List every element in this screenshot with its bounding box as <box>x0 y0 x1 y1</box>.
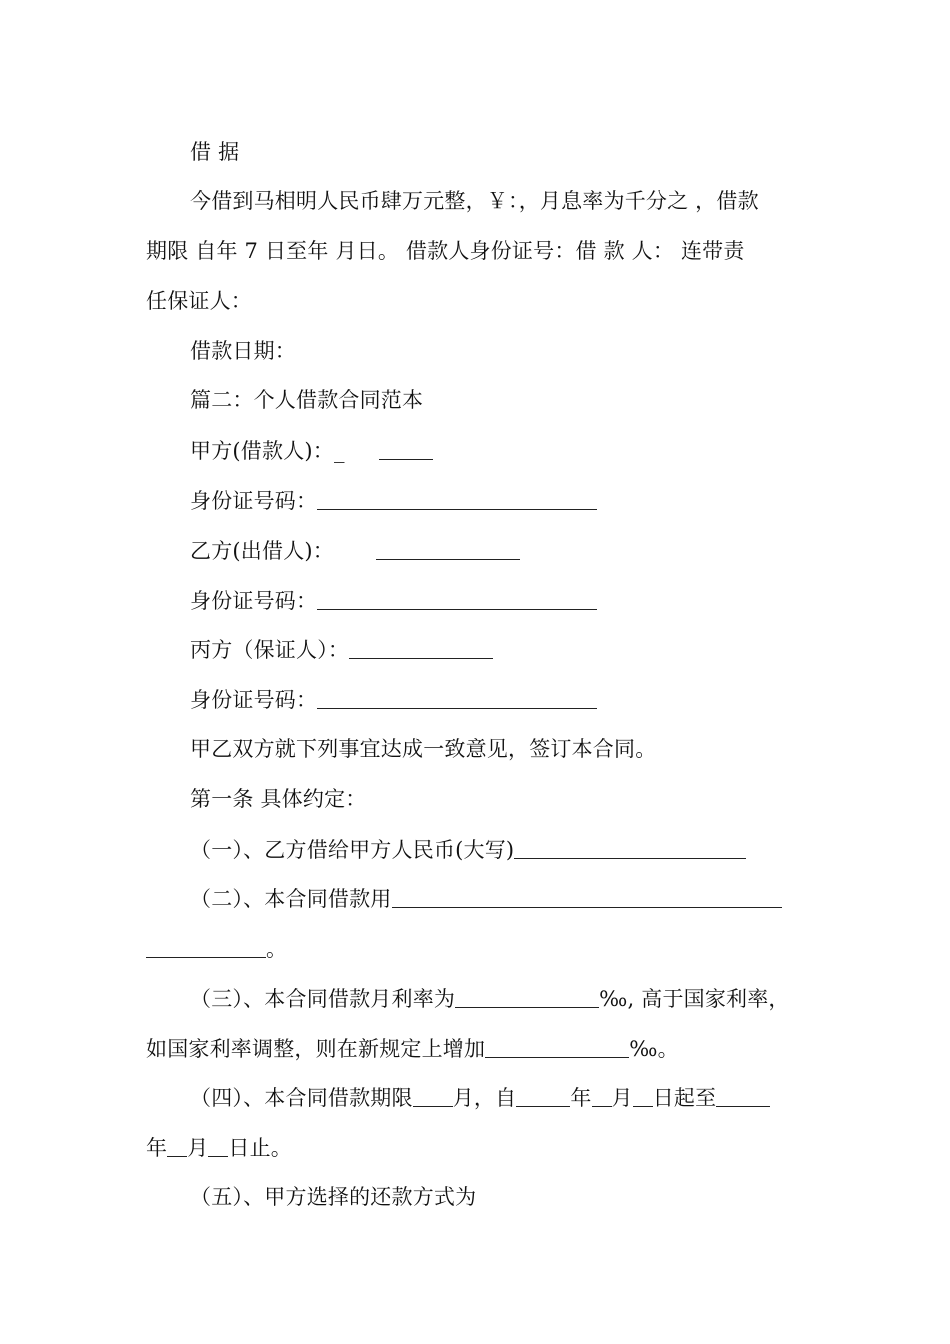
item-2-cont <box>146 933 287 964</box>
item-1-line <box>190 834 746 865</box>
party-a-blank <box>379 437 433 460</box>
party-b-line <box>190 535 520 566</box>
party-b-id-line <box>190 585 597 616</box>
item-4-end-month-blank <box>167 1134 187 1157</box>
item-4-months-blank <box>413 1084 453 1107</box>
item-3-label: （三）、本合同借款月利率为 <box>190 987 456 1011</box>
item-4-end: 日止。 <box>228 1136 293 1160</box>
item-2-blank-2 <box>146 935 266 958</box>
party-b-blank <box>376 537 520 560</box>
party-a-line <box>190 435 433 466</box>
item-4-end-month-word: 月 <box>187 1136 209 1160</box>
item-3-rate-blank <box>455 985 599 1008</box>
agreement-line: 甲乙双方就下列事宜达成一致意见，签订本合同。 <box>190 737 657 761</box>
item-4-end-day-blank <box>208 1134 228 1157</box>
item-4-cont <box>146 1132 292 1163</box>
party-a-id-blank <box>317 487 597 510</box>
party-b-label: 乙方(出借人)： <box>190 539 334 563</box>
party-b-id-blank <box>317 587 597 610</box>
item-4-month-word: 月，自 <box>452 1086 517 1110</box>
item-4-month-blank <box>592 1084 612 1107</box>
iou-line-3: 任保证人： <box>146 289 252 313</box>
id-label: 身份证号码： <box>190 688 318 712</box>
item-2-end: 。 <box>266 937 288 961</box>
item-3-rate-suffix: ‰, 高于国家利率， <box>599 987 790 1011</box>
id-label: 身份证号码： <box>190 489 318 513</box>
party-c-line <box>190 634 493 665</box>
item-3-adjust-label: 如国家利率调整，则在新规定上增加 <box>146 1037 486 1061</box>
item-4-from-word: 日起至 <box>652 1086 717 1110</box>
item-5-line: （五）、甲方选择的还款方式为 <box>190 1185 477 1209</box>
item-1-label: （一）、乙方借给甲方人民币(大写) <box>190 838 515 862</box>
item-4-label: （四）、本合同借款期限 <box>190 1086 413 1110</box>
party-c-label: 丙方（保证人）： <box>190 638 350 662</box>
doc-title: 借 据 <box>190 140 240 164</box>
item-4-end-year-blank <box>716 1084 770 1107</box>
part2-title: 篇二：个人借款合同范本 <box>190 388 424 412</box>
iou-line-1: 今借到马相明人民币肆万元整，￥：，月息率为千分之 ，借款 <box>190 189 759 213</box>
item-3-line <box>190 983 790 1014</box>
item-2-blank <box>392 885 782 908</box>
item-2-label: （二）、本合同借款用 <box>190 887 392 911</box>
item-4-line <box>190 1082 770 1113</box>
loan-date: 借款日期： <box>190 339 296 363</box>
item-3-end: ‰。 <box>629 1037 679 1061</box>
article-1: 第一条 具体约定： <box>190 787 367 811</box>
item-3-cont <box>146 1033 679 1064</box>
item-4-year-blank <box>516 1084 570 1107</box>
item-4-year-word: 年 <box>570 1086 592 1110</box>
id-label: 身份证号码： <box>190 589 318 613</box>
iou-line-2: 期限 自年 7 日至年 月日。 借款人身份证号：借 款 人： 连带责 <box>146 239 745 263</box>
party-a-id-line <box>190 485 597 516</box>
item-4-day-blank <box>633 1084 653 1107</box>
party-c-id-blank <box>317 686 597 709</box>
item-2-line <box>190 883 782 914</box>
party-a-label: 甲方(借款人)：_ <box>190 439 345 463</box>
party-c-id-line <box>190 684 597 715</box>
item-4-month2-word: 月 <box>611 1086 633 1110</box>
item-3-increase-blank <box>485 1035 629 1058</box>
item-1-blank <box>514 836 746 859</box>
item-4-end-year-word: 年 <box>146 1136 168 1160</box>
party-c-blank <box>349 636 493 659</box>
